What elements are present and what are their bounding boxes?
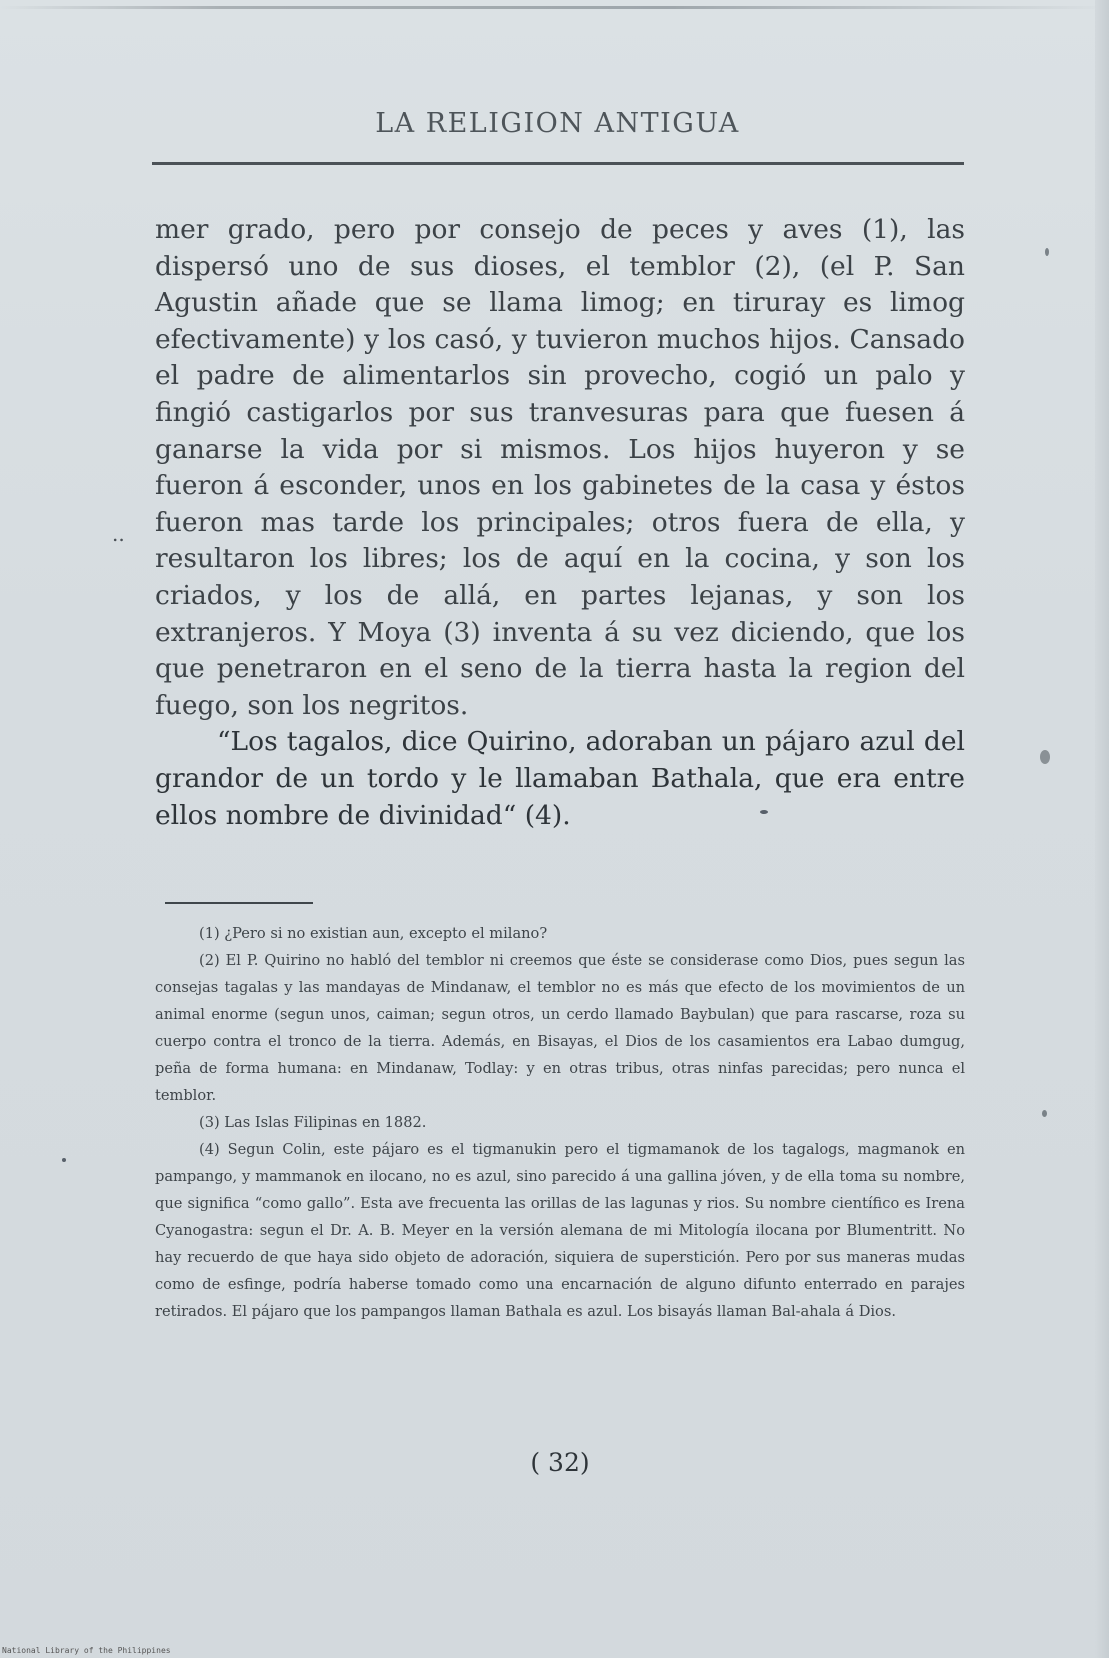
footnote: (2) El P. Quirino no habló del temblor ni creemos que éste se considerase como Dios, pues segun las consejas tagalas y las mandayas de Mindanaw, el temblor no es más que efecto de los movimientos de un animal enorme (segun unos, caiman; segun otros, un cerdo llamado Baybulan) que para rascarse, roza su cuerpo contra el tronco de la tierra. Además, en Bisayas, el Dios de los casamientos era Labao dumgug, peña de forma humana: en Mindanaw, Todlay: y en otras tribus, otras ninfas parecidas; pero nunca el temblor. bbox=[155, 952, 965, 1104]
ink-fleck bbox=[62, 1158, 66, 1162]
ink-fleck bbox=[760, 810, 768, 814]
ink-fleck bbox=[1040, 750, 1050, 764]
scan-right-edge bbox=[1095, 0, 1109, 1658]
page-number: ( 32) bbox=[530, 1448, 590, 1477]
footnotes bbox=[155, 920, 965, 1325]
header-rule bbox=[152, 162, 964, 165]
scan-top-edge bbox=[0, 6, 1109, 9]
footnote-rule bbox=[165, 902, 313, 904]
ink-fleck bbox=[1042, 1110, 1047, 1117]
ink-fleck bbox=[1045, 248, 1049, 256]
footnote: (4) Segun Colin, este pájaro es el tigmanukin pero el tigmamanok de los tagalogs, magmanok en pampango, y mammanok en ilocano, no es azul, sino parecido á una gallina jóven, y de ella toma su nombre, que significa “como gallo”. Esta ave frecuenta las orillas de las lagunas y rios. Su nombre científico es Irena Cyanogastra: segun el Dr. A. B. Meyer en la versión alemana de mi Mitología ilocana por Blumentritt. No hay recuerdo de que haya sido objeto de adoración, siquiera de superstición. Pero por sus maneras mudas como de esfinge, podría haberse tomado como una encarnación de alguno difunto enterrado en parajes retirados. El pájaro que los pampangos llaman Bathala es azul. Los bisayás llaman Bal-ahala á Dios. bbox=[155, 1141, 965, 1320]
main-text bbox=[155, 212, 965, 834]
margin-dots: .. bbox=[112, 522, 125, 546]
credit-line: National Library of the Philippines bbox=[2, 1646, 171, 1655]
footnote: (1) ¿Pero si no existian aun, excepto el milano? bbox=[199, 925, 548, 942]
footnote: (3) Las Islas Filipinas en 1882. bbox=[199, 1114, 427, 1131]
body-paragraph: “Los tagalos, dice Quirino, adoraban un pájaro azul del grandor de un tordo y le llamaban Bathala, que era entre ellos nombre de divinidad“ (4). bbox=[155, 726, 965, 831]
running-header: LA RELIGION ANTIGUA bbox=[375, 108, 740, 139]
body-paragraph: mer grado, pero por consejo de peces y aves (1), las dispersó uno de sus dioses, el temblor (2), (el P. San Agustin añade que se llama limog; en tiruray es limog efectivamente) y los casó, y tuvieron muchos hijos. Cansado el padre de alimentarlos sin provecho, cogió un palo y fingió castigarlos por sus tranvesuras para que fuesen á ganarse la vida por si mismos. Los hijos huyeron y se fueron á esconder, unos en los gabinetes de la casa y éstos fueron mas tarde los principales; otros fuera de ella, y resultaron los libres; los de aquí en la cocina, y son los criados, y los de allá, en partes lejanas, y son los extranjeros. Y Moya (3) inventa á su vez diciendo, que los que penetraron en el seno de la tierra hasta la region del fuego, son los negritos. bbox=[155, 214, 965, 721]
